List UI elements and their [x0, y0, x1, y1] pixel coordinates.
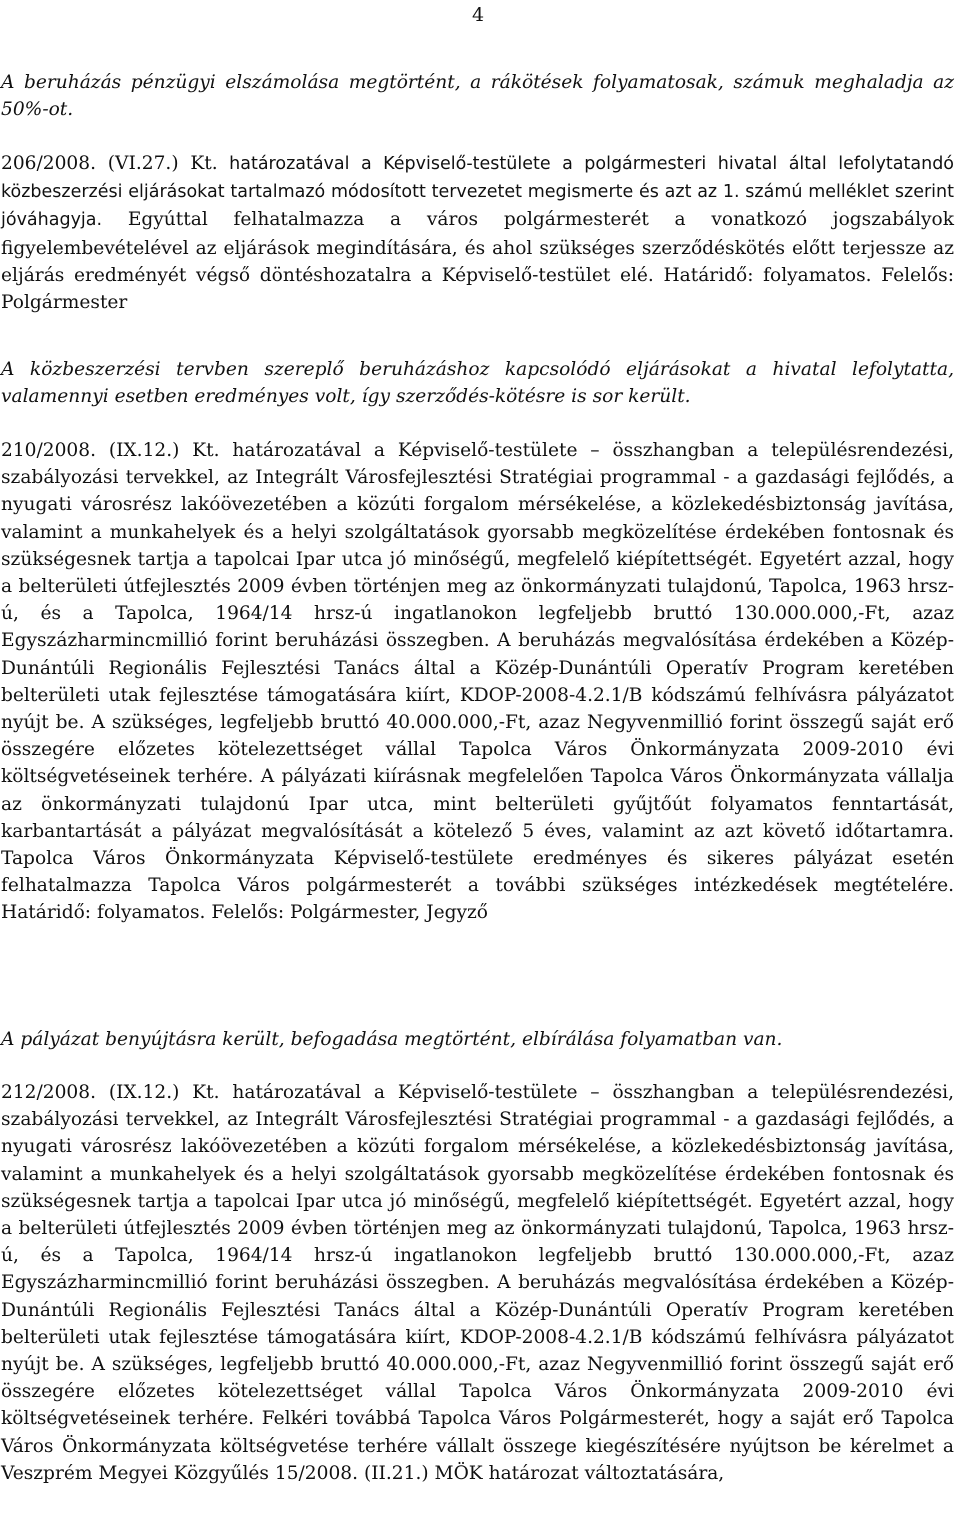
resolution-210-text: határozatával a Képviselő-testülete – összhangban a településrendezési, szabályozási tervekkel, az Integrált Városfejlesztési Stratégiai programmal - a gazdasági fejlődés, a nyugati városrész lakóövezetében a közúti forgalom mérsékelése, a közlekedésbiztonság javítása, valamint a munkahelyek és a helyi szolgáltatások gyorsabb megközelítése érdekében fontosnak és szükségesnek tartja a tapolcai Ipar utca jó minőségű, megfelelő kiépítettségét. Egyetért azzal, hogy a belterületi útfejlesztés 2009 évben történjen meg az önkormányzati tulajdonú, Tapolca, 1963 hrsz-ú, és a Tapolca, 1964/14 hrsz-ú ingatlanokon legfeljebb bruttó 130.000.000,-Ft, azaz Egyszázharmincmillió forint beruházási összegben. A beruházás megvalósítása érdekében a Közép-Dunántúli Regionális Fejlesztési Tanács által a Közép-Dunántúli Operatív Program keretében belterületi utak fejlesztése támogatására kiírt, KDOP-2008-4.2.1/B kódszámú felhívásra pályázatot nyújt be. A szükséges, legfeljebb bruttó 40.000.000,-Ft, azaz Negyvenmillió forint összegű saját erő összegére előzetes kötelezettséget vállal Tapolca Város Önkormányzata 2009-2010 évi költségvetéseinek terhére. A pályázati kiírásnak megfelelően Tapolca Város Önkormányzata vállalja az önkormányzati tulajdonú Ipar utca, mint belterületi gyűjtőút folyamatos fenntartását, karbantartását a pályázat megvalósítását a kötelező 5 éves, valamint az azt követő időtartamra. Tapolca Város Önkormányzata Képviselő-testülete eredményes és sikeres pályázat esetén felhatalmazza Tapolca Város polgármesterét a további szükséges intézkedések megtételére. Határidő: folyamatos. Felelős: Polgármester, Jegyző — [1, 440, 954, 924]
page-number: 4 — [472, 4, 485, 26]
summary-paragraph-1: A beruházás pénzügyi elszámolása megtörtént, a rákötések folyamatosak, számuk meghaladja az 50%-ot. — [1, 72, 954, 121]
resolution-206-number: 206/2008. (VI.27.) Kt. — [1, 153, 218, 174]
resolution-212-text: határozatával a Képviselő-testülete – összhangban a településrendezési, szabályozási tervekkel, az Integrált Városfejlesztési Stratégiai programmal - a gazdasági fejlődés, a nyugati városrész lakóövezetében a közúti forgalom mérsékelése, a közlekedésbiztonság javítása, valamint a munkahelyek és a helyi szolgáltatások gyorsabb megközelítése érdekében fontosnak és szükségesnek tartja a tapolcai Ipar utca jó minőségű, megfelelő kiépítettségét. Egyetért azzal, hogy a belterületi útfejlesztés 2009 évben történjen meg az önkormányzati tulajdonú, Tapolca, 1963 hrsz-ú, és a Tapolca, 1964/14 hrsz-ú ingatlanokon legfeljebb bruttó 130.000.000,-Ft, azaz Egyszázharmincmillió forint beruházási összegben. A beruházás megvalósítása érdekében a Közép-Dunántúli Regionális Fejlesztési Tanács által a Közép-Dunántúli Operatív Program keretében belterületi utak fejlesztése támogatására kiírt, KDOP-2008-4.2.1/B kódszámú felhívásra pályázatot nyújt be. A szükséges, legfeljebb bruttó 40.000.000,-Ft, azaz Negyvenmillió forint összegű saját erő összegére előzetes kötelezettséget vállal Tapolca Város Önkormányzata 2009-2010 évi költségvetéseinek terhére. Felkéri továbbá Tapolca Város Polgármesterét, hogy a saját erő Tapolca Város Önkormányzata költségvetése terhére vállalt összege kiegészítésére nyújtson be kérelmet a Veszprém Megyei Közgyűlés 15/2008. (II.21.) MÖK határozat változtatására, — [1, 1082, 954, 1484]
summary-paragraph-3: A pályázat benyújtásra került, befogadása megtörtént, elbírálása folyamatban van. — [1, 1029, 783, 1050]
resolution-212-paragraph — [1, 1079, 954, 1487]
resolution-210-paragraph — [1, 437, 954, 927]
resolution-206-text: Egyúttal felhatalmazza a város polgármesterét a vonatkozó jogszabályok figyelembevételével az eljárások megindítására, és ahol szükséges szerződéskötés előtt terjessze az eljárás eredményét végső döntéshozatalra a Képviselő-testület elé. Határidő: folyamatos. Felelős: Polgármester — [1, 209, 954, 314]
summary-paragraph-2: A közbeszerzési tervben szereplő beruházáshoz kapcsolódó eljárásokat a hivatal lefolytatta, valamennyi esetben eredményes volt, így szerződés-kötésre is sor került. — [1, 359, 954, 408]
resolution-206-paragraph — [1, 150, 954, 316]
resolution-206-text-sans: határozatával a Képviselő-testülete a polgármesteri hivatal által lefolytatandó közbeszerzési eljárásokat tartalmazó módosított tervezetet megismerte és azt az 1. számú melléklet szerint jóváhagyja. — [1, 154, 955, 231]
resolution-212-number: 212/2008. (IX.12.) Kt. — [1, 1082, 220, 1103]
resolution-210-number: 210/2008. (IX.12.) Kt. — [1, 440, 220, 461]
